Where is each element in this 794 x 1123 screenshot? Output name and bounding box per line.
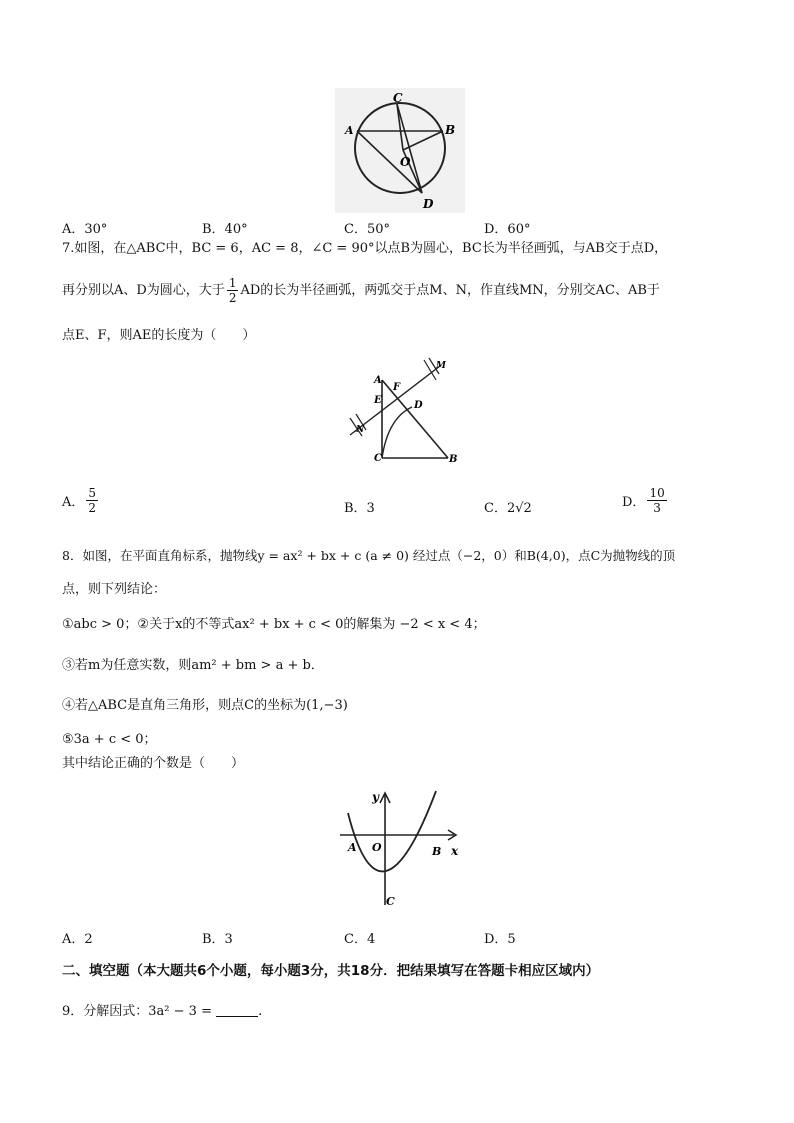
q6-label-d: D [423, 197, 434, 211]
q7-option-a-label: A． [62, 495, 85, 510]
q8-statement-5: ⑤3a + c < 0； [62, 732, 157, 747]
q7-frac-den: 2 [228, 291, 237, 305]
q8-label-a: A [348, 841, 357, 854]
q7-label-b: B [449, 454, 458, 465]
q7-option-c: C．2√2 [484, 501, 532, 516]
q7-label-m: M [436, 361, 446, 371]
q7-frac-num: 1 [228, 276, 237, 290]
q7-line-2 [62, 276, 660, 305]
q7-option-d-num: 10 [649, 486, 665, 500]
q6-figure [335, 88, 465, 213]
q6-label-o: O [400, 155, 411, 169]
q7-label-n: N [356, 425, 365, 435]
q9-text: 9．分解因式：3a² − 3 = [62, 1004, 212, 1019]
q9-end: . [258, 1004, 263, 1019]
q7-label-e: E [374, 395, 382, 406]
q9-line [62, 1003, 262, 1021]
q8-label-x: x [451, 844, 459, 858]
q7-fraction-half [227, 276, 239, 305]
section-2-heading: 二、填空题（本大题共6个小题，每小题3分，共18分．把结果填写在答题卡相应区域内） [62, 963, 600, 979]
q7-label-d: D [414, 400, 423, 411]
q7-option-d [622, 486, 669, 515]
q7-figure [336, 350, 460, 468]
q8-question: 其中结论正确的个数是（ ） [62, 756, 245, 771]
q8-statement-3: ③若m为任意实数，则am² + bm > a + b． [62, 658, 324, 673]
q6-label-a: A [345, 124, 354, 137]
q6-label-b: B [445, 123, 456, 137]
q7-option-b: B．3 [344, 501, 375, 516]
q7-option-d-den: 3 [653, 501, 661, 515]
q6-option-a: A．30° [62, 222, 108, 237]
q9-answer-blank[interactable] [216, 1004, 258, 1017]
q8-option-a: A．2 [62, 932, 93, 947]
q8-line-2: 点，则下列结论： [62, 582, 167, 597]
q7-option-a-den: 2 [88, 501, 97, 515]
q8-statement-4: ④若△ABC是直角三角形，则点C的坐标为(1,−3) [62, 698, 348, 713]
q7-line-2b: AD的长为半径画弧，两弧交于点M、N，作直线MN，分别交AC、AB于 [240, 283, 660, 298]
q7-label-a: A [374, 375, 382, 386]
q6-option-d: D．60° [484, 222, 531, 237]
q6-option-b: B．40° [202, 222, 248, 237]
q7-line-1: 7.如图，在△ABC中，BC = 6，AC = 8，∠C = 90°以点B为圆心，BC长为半径画弧，与AB交于点D， [62, 241, 668, 256]
q8-statement-1-2: ①abc > 0；②关于x的不等式ax² + bx + c < 0的解集为 −2 < x < 4； [62, 617, 486, 632]
q8-option-d: D．5 [484, 932, 516, 947]
q8-label-b: B [432, 845, 442, 858]
q7-label-c: C [374, 453, 382, 464]
q8-label-y: y [372, 790, 379, 804]
q7-option-d-fraction [647, 486, 666, 515]
q8-option-c: C．4 [344, 932, 376, 947]
q7-option-a-num: 5 [88, 486, 97, 500]
q7-line-2a: 再分别以A、D为圆心，大于 [62, 283, 225, 298]
q8-label-c: C [386, 895, 395, 908]
q7-option-a [62, 486, 100, 515]
q8-label-o: O [372, 841, 382, 854]
q6-label-c: C [393, 91, 403, 105]
q7-label-f: F [393, 382, 401, 393]
q8-figure [336, 785, 466, 910]
q8-line-1: 8．如图，在平面直角标系，抛物线y = ax² + bx + c (a ≠ 0) 经过点（−2，0）和B(4,0)，点C为抛物线的顶 [62, 548, 676, 563]
q7-option-a-fraction [86, 486, 98, 515]
q7-line-3: 点E、F，则AE的长度为（ ） [62, 328, 256, 343]
q6-option-c: C．50° [344, 222, 390, 237]
q8-option-b: B．3 [202, 932, 233, 947]
q7-option-d-label: D． [622, 495, 646, 510]
